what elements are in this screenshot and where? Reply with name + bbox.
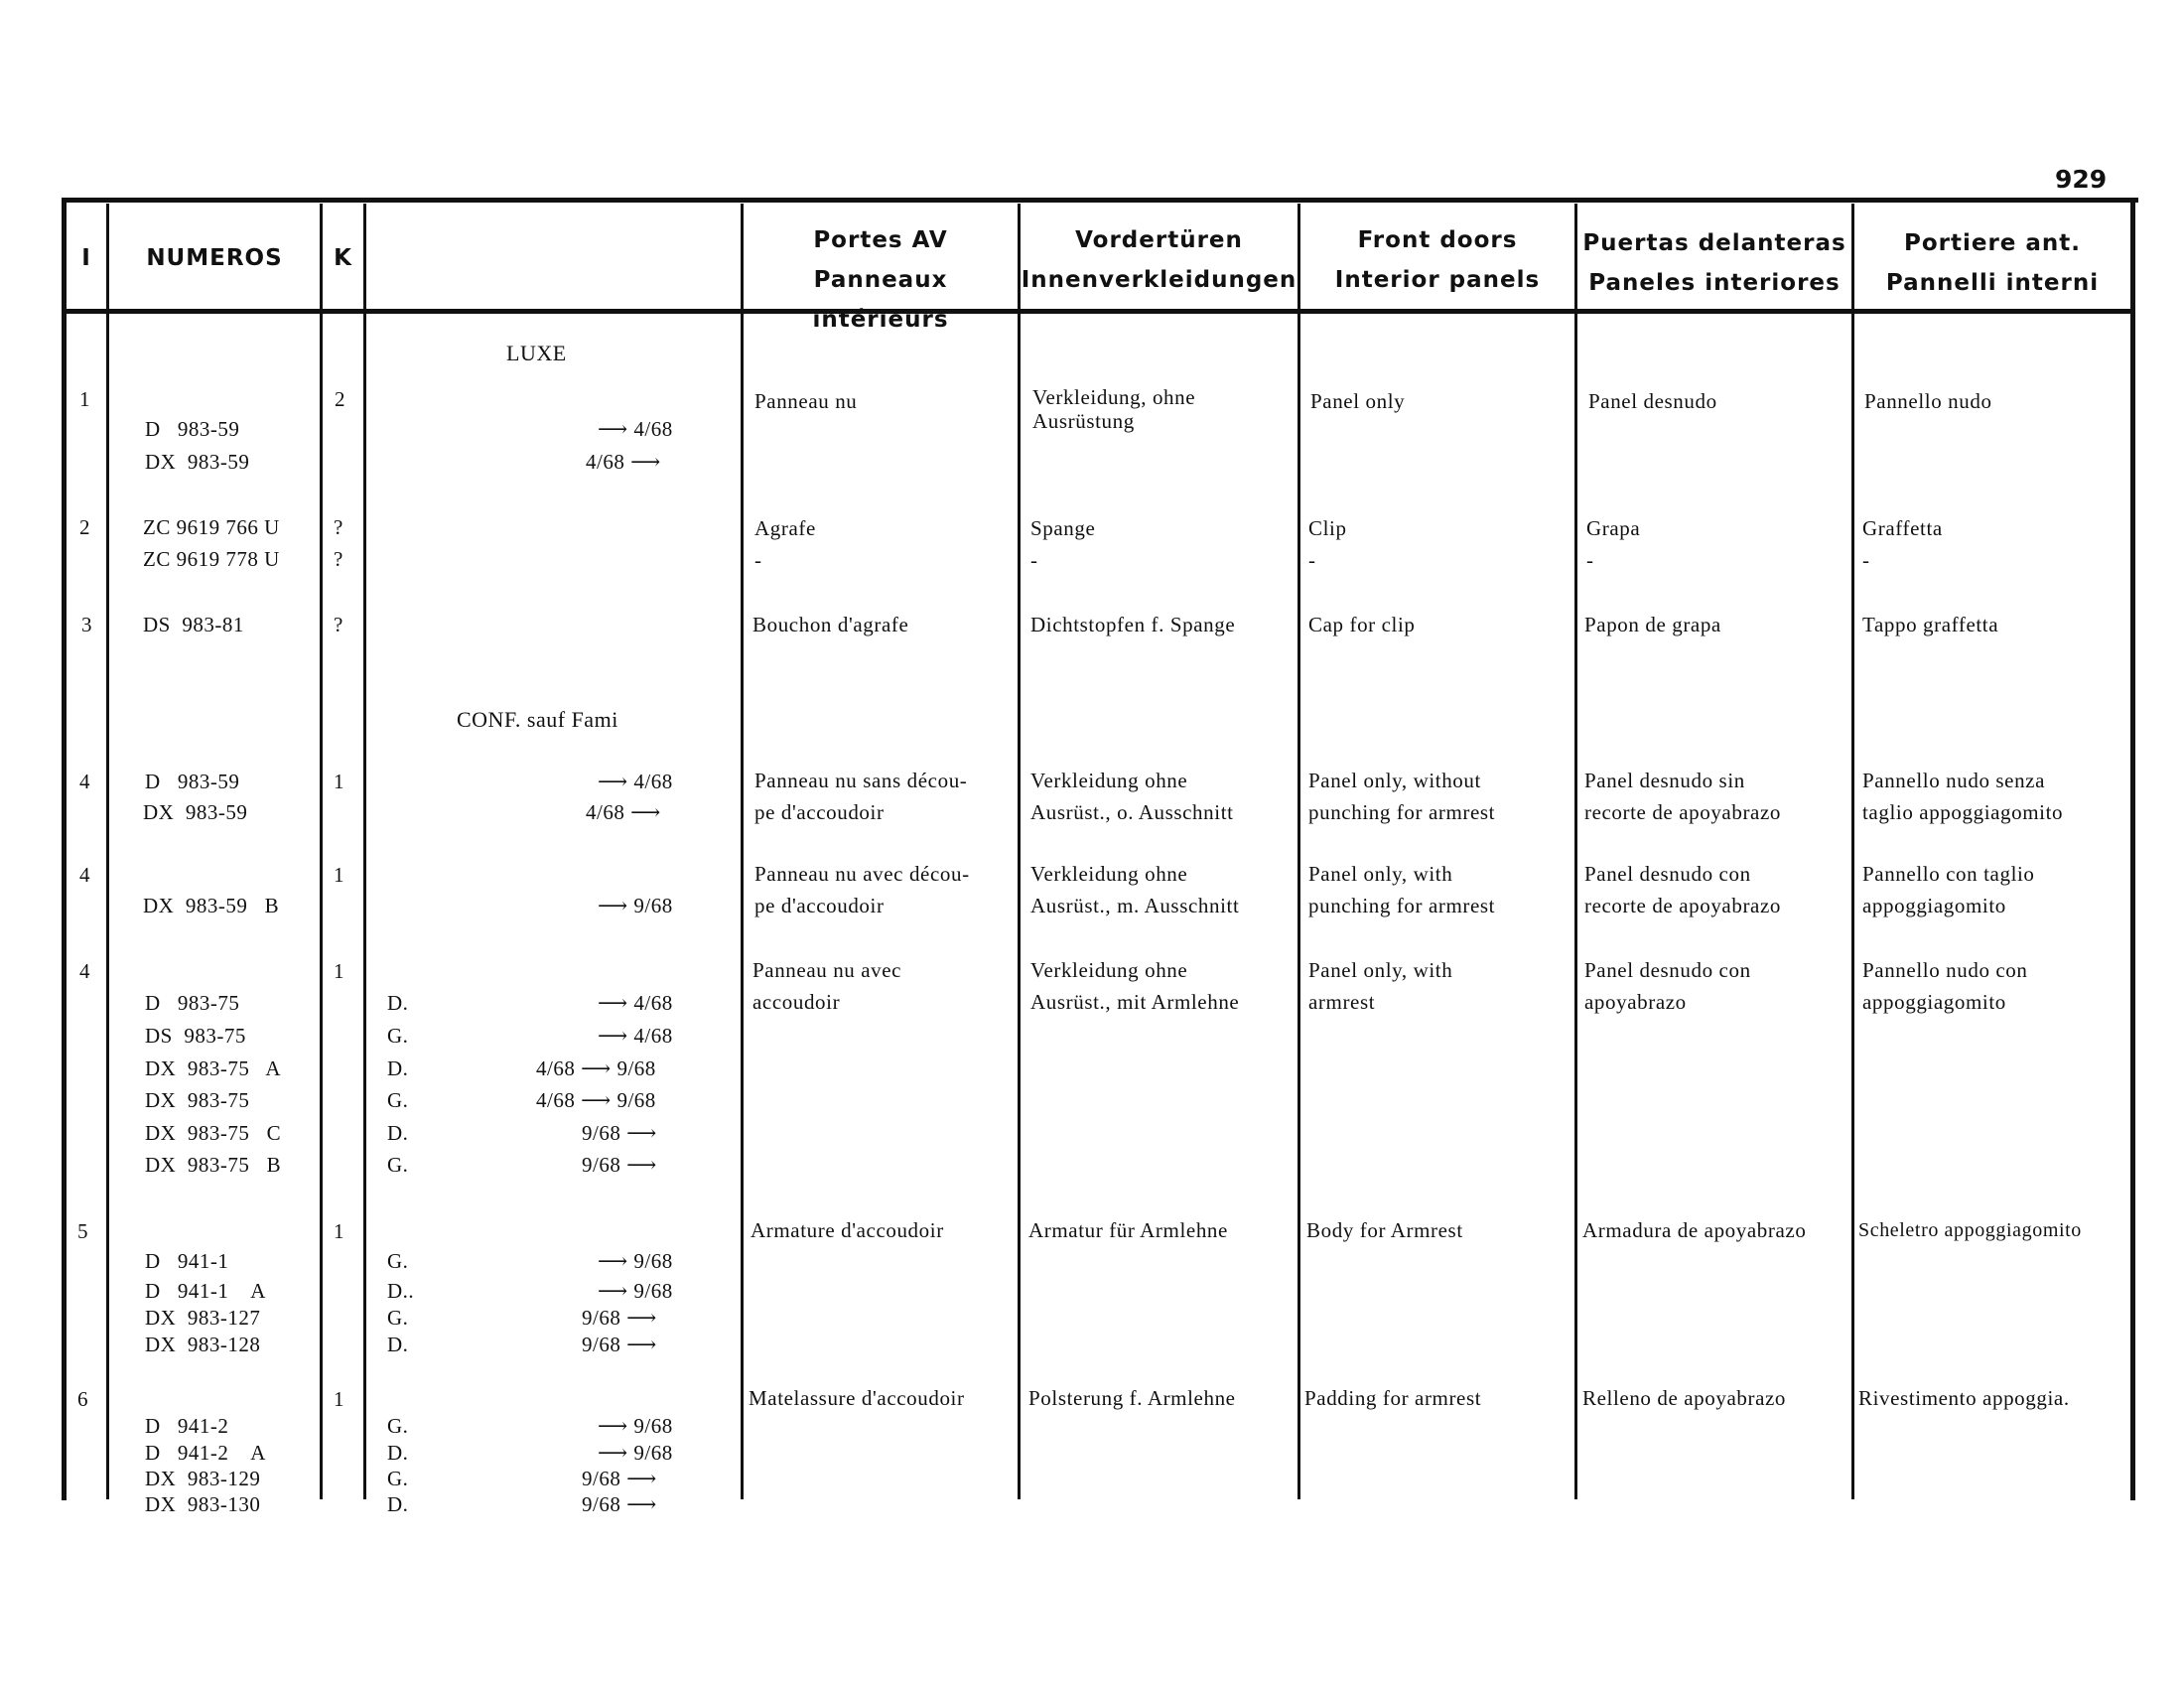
part-k: ?	[334, 547, 343, 571]
part-date: ⟶ 4/68	[598, 770, 673, 793]
desc-line: Pannello nudo con	[1862, 958, 2028, 982]
desc-line: -	[754, 548, 762, 572]
desc-line: Clip	[1308, 516, 1347, 540]
desc-line: Panneau nu	[754, 389, 858, 413]
row-index: 2	[79, 515, 90, 539]
desc-line: Grapa	[1586, 516, 1641, 540]
part-number: ZC 9619 766 U	[143, 515, 280, 539]
part-number: D 983-59	[145, 417, 240, 441]
row-index: 1	[79, 387, 90, 411]
desc-line: Panneau nu sans décou-	[754, 769, 968, 792]
desc-es	[1584, 954, 1751, 1018]
desc-es	[1582, 1214, 1806, 1246]
desc-line: Ausrüstung	[1032, 409, 1135, 433]
part-number: D 941-1	[145, 1249, 229, 1273]
part-number: DX 983-75	[145, 1088, 250, 1112]
part-date: ⟶ 9/68	[598, 1441, 673, 1465]
desc-line: appoggiagomito	[1862, 894, 2006, 917]
desc-line: Panel desnudo con	[1584, 958, 1751, 982]
row-k: ?	[334, 613, 343, 636]
header-de	[1021, 220, 1297, 300]
part-side: G.	[387, 1249, 409, 1273]
part-side: G.	[387, 1088, 409, 1112]
col-divider-k	[363, 204, 366, 1499]
header-fr	[744, 220, 1018, 340]
desc-line: Bouchon d'agrafe	[752, 613, 909, 636]
desc-de	[1030, 954, 1239, 1018]
header-it	[1854, 223, 2130, 303]
part-date: 9/68 ⟶	[582, 1492, 657, 1516]
desc-en	[1308, 765, 1495, 828]
part-date: 9/68 ⟶	[582, 1306, 657, 1330]
desc-line: appoggiagomito	[1862, 990, 2006, 1014]
col-divider-es	[1574, 204, 1577, 1499]
desc-de	[1030, 765, 1234, 828]
desc-es	[1584, 858, 1781, 921]
header-bottom-border	[66, 309, 2130, 314]
part-date: 4/68 ⟶	[586, 800, 661, 824]
part-date: 9/68 ⟶	[582, 1153, 657, 1177]
row-k: 1	[334, 770, 344, 793]
part-date: ⟶ 4/68	[598, 991, 673, 1015]
desc-es	[1584, 609, 1721, 640]
part-number: D 941-2 A	[145, 1441, 266, 1465]
part-date: ⟶ 9/68	[598, 894, 673, 917]
part-side: D.	[387, 991, 409, 1015]
desc-es	[1586, 512, 1640, 576]
header-fr-line1: Portes AV	[813, 227, 948, 253]
part-side: D.	[387, 1333, 409, 1356]
part-side: D.	[387, 1056, 409, 1080]
header-es	[1577, 223, 1851, 303]
part-side: G.	[387, 1467, 409, 1490]
row-index: 4	[79, 863, 90, 887]
table-left-border	[62, 198, 67, 1500]
part-number: DX 983-75 A	[145, 1056, 282, 1080]
desc-line: Armadura de apoyabrazo	[1582, 1218, 1807, 1242]
part-number: D 941-2	[145, 1414, 229, 1438]
desc-line: Ausrüst., m. Ausschnitt	[1030, 894, 1240, 917]
desc-line: -	[1030, 548, 1038, 572]
col-divider-i	[106, 204, 109, 1499]
desc-line: Pannello con taglio	[1862, 862, 2035, 886]
desc-en	[1308, 954, 1452, 1018]
part-number: DX 983-75 C	[145, 1121, 282, 1145]
desc-line: armrest	[1308, 990, 1376, 1014]
header-de-line1: Vordertüren	[1075, 227, 1243, 253]
part-side: D.	[387, 1441, 409, 1465]
desc-line: Verkleidung, ohne	[1032, 385, 1196, 409]
part-side: G.	[387, 1414, 409, 1438]
desc-it	[1864, 385, 1992, 417]
desc-de	[1028, 1214, 1228, 1246]
col-divider-en	[1297, 204, 1300, 1499]
header-it-line1: Portiere ant.	[1903, 230, 2082, 256]
desc-en	[1304, 1382, 1481, 1414]
row-k: 1	[334, 959, 344, 983]
section-label-conf: CONF. sauf Fami	[457, 707, 618, 732]
section-label-luxe: LUXE	[506, 341, 567, 365]
header-i: I	[81, 245, 91, 271]
desc-line: Pannello nudo	[1864, 389, 1992, 413]
desc-fr	[752, 954, 901, 1018]
desc-line: recorte de apoyabrazo	[1584, 894, 1781, 917]
part-side: D.	[387, 1121, 409, 1145]
desc-it	[1858, 1382, 2070, 1414]
desc-line: Dichtstopfen f. Spange	[1030, 613, 1236, 636]
col-divider-de	[1018, 204, 1021, 1499]
desc-line: Spange	[1030, 516, 1096, 540]
desc-es	[1584, 765, 1781, 828]
desc-line: Pannello nudo senza	[1862, 769, 2046, 792]
part-number: DX 983-130	[145, 1492, 261, 1516]
part-number: D 983-59	[145, 770, 240, 793]
header-en	[1300, 220, 1574, 300]
desc-line: Body for Armrest	[1306, 1218, 1463, 1242]
desc-line: Padding for armrest	[1304, 1386, 1482, 1410]
row-index: 4	[79, 959, 90, 983]
desc-line: Graffetta	[1862, 516, 1943, 540]
row-index: 6	[77, 1387, 88, 1411]
desc-de	[1030, 609, 1235, 640]
row-k: 1	[334, 1387, 344, 1411]
part-date: ⟶ 9/68	[598, 1279, 673, 1303]
desc-line: Panel only, with	[1308, 862, 1453, 886]
desc-line: Relleno de apoyabrazo	[1582, 1386, 1787, 1410]
desc-line: -	[1586, 548, 1594, 572]
part-number: DX 983-59 B	[143, 894, 280, 917]
header-de-line2: Innenverkleidungen	[1021, 267, 1297, 293]
desc-it	[1862, 765, 2063, 828]
part-date: 9/68 ⟶	[582, 1467, 657, 1490]
part-side: G.	[387, 1153, 409, 1177]
row-index: 4	[79, 770, 90, 793]
desc-line: pe d'accoudoir	[754, 894, 885, 917]
row-index: 5	[77, 1219, 88, 1243]
desc-line: recorte de apoyabrazo	[1584, 800, 1781, 824]
desc-line: apoyabrazo	[1584, 990, 1687, 1014]
desc-line: Panel desnudo	[1588, 389, 1717, 413]
desc-line: Verkleidung ohne	[1030, 862, 1188, 886]
desc-line: Verkleidung ohne	[1030, 958, 1188, 982]
desc-line: Panel only	[1310, 389, 1406, 413]
desc-fr	[754, 385, 857, 417]
desc-it	[1862, 512, 1943, 576]
part-date: 4/68 ⟶	[586, 450, 661, 474]
part-side: D..	[387, 1279, 415, 1303]
desc-en	[1310, 385, 1405, 417]
part-side: G.	[387, 1306, 409, 1330]
desc-line: -	[1862, 548, 1870, 572]
desc-line: Agrafe	[754, 516, 816, 540]
desc-line: punching for armrest	[1308, 894, 1496, 917]
header-it-line2: Pannelli interni	[1885, 270, 2100, 296]
header-en-line1: Front doors	[1357, 227, 1518, 253]
desc-it	[1858, 1214, 2082, 1246]
row-index: 3	[81, 613, 92, 636]
desc-it	[1862, 858, 2035, 921]
col-divider-fr	[741, 204, 744, 1499]
header-es-line2: Paneles interiores	[1588, 270, 1841, 296]
part-number: DX 983-59	[143, 800, 248, 824]
desc-line: Panel only, without	[1308, 769, 1481, 792]
desc-line: Matelassure d'accoudoir	[749, 1386, 965, 1410]
part-number: DX 983-127	[145, 1306, 261, 1330]
row-k: 2	[335, 387, 345, 411]
part-side: G.	[387, 1024, 409, 1048]
row-k: 1	[334, 863, 344, 887]
part-date: ⟶ 4/68	[598, 417, 673, 441]
header-es-line1: Puertas delanteras	[1582, 230, 1846, 256]
desc-en	[1308, 609, 1416, 640]
desc-en	[1306, 1214, 1463, 1246]
part-date: ⟶ 9/68	[598, 1249, 673, 1273]
header-en-line2: Interior panels	[1334, 267, 1541, 293]
part-number: DX 983-59	[145, 450, 250, 474]
part-number: DS 983-81	[143, 613, 244, 636]
part-number: DS 983-75	[145, 1024, 246, 1048]
part-date: 4/68 ⟶ 9/68	[536, 1056, 656, 1080]
desc-line: Panel desnudo con	[1584, 862, 1751, 886]
desc-line: Scheletro appoggiagomito	[1858, 1219, 2082, 1241]
part-number: ZC 9619 778 U	[143, 547, 280, 571]
table-top-border	[62, 198, 2138, 203]
part-date: ⟶ 4/68	[598, 1024, 673, 1048]
desc-it	[1862, 954, 2028, 1018]
desc-fr	[751, 1214, 944, 1246]
part-number: DX 983-128	[145, 1333, 261, 1356]
desc-de	[1032, 385, 1195, 433]
desc-fr	[749, 1382, 965, 1414]
desc-line: accoudoir	[752, 990, 841, 1014]
desc-it	[1862, 609, 1998, 640]
desc-en	[1308, 858, 1495, 921]
part-k: ?	[334, 515, 343, 539]
part-date: 9/68 ⟶	[582, 1121, 657, 1145]
desc-de	[1030, 512, 1095, 576]
desc-de	[1030, 858, 1239, 921]
desc-line: punching for armrest	[1308, 800, 1496, 824]
desc-line: Panel only, with	[1308, 958, 1453, 982]
desc-line: Cap for clip	[1308, 613, 1416, 636]
desc-line: Armatur für Armlehne	[1028, 1218, 1228, 1242]
desc-line: Ausrüst., mit Armlehne	[1030, 990, 1240, 1014]
desc-es	[1582, 1382, 1786, 1414]
desc-line: pe d'accoudoir	[754, 800, 885, 824]
table-right-border	[2130, 198, 2135, 1500]
part-number: DX 983-75 B	[145, 1153, 282, 1177]
header-fr-line2: Panneaux intérieurs	[812, 267, 949, 333]
desc-line: Armature d'accoudoir	[751, 1218, 944, 1242]
col-divider-numeros	[320, 204, 323, 1499]
desc-line: Papon de grapa	[1584, 613, 1721, 636]
header-k: K	[334, 245, 352, 271]
row-k: 1	[334, 1219, 344, 1243]
desc-de	[1028, 1382, 1236, 1414]
desc-fr	[754, 765, 967, 828]
desc-fr	[754, 512, 816, 576]
desc-line: Ausrüst., o. Ausschnitt	[1030, 800, 1234, 824]
part-number: D 941-1 A	[145, 1279, 266, 1303]
col-divider-it	[1851, 204, 1854, 1499]
desc-line: Panneau nu avec décou-	[754, 862, 970, 886]
desc-en	[1308, 512, 1347, 576]
part-date: 4/68 ⟶ 9/68	[536, 1088, 656, 1112]
desc-fr	[752, 609, 908, 640]
part-date: 9/68 ⟶	[582, 1333, 657, 1356]
desc-line: Verkleidung ohne	[1030, 769, 1188, 792]
page-number: 929	[2055, 165, 2108, 194]
desc-line: -	[1308, 548, 1316, 572]
part-side: D.	[387, 1492, 409, 1516]
desc-line: Polsterung f. Armlehne	[1028, 1386, 1236, 1410]
desc-fr	[754, 858, 970, 921]
part-number: DX 983-129	[145, 1467, 261, 1490]
desc-line: Panneau nu avec	[752, 958, 902, 982]
part-number: D 983-75	[145, 991, 240, 1015]
desc-line: Rivestimento appoggia.	[1858, 1386, 2070, 1410]
header-numeros: NUMEROS	[146, 245, 283, 271]
desc-es	[1588, 385, 1717, 417]
desc-line: taglio appoggiagomito	[1862, 800, 2064, 824]
desc-line: Tappo graffetta	[1862, 613, 1999, 636]
desc-line: Panel desnudo sin	[1584, 769, 1745, 792]
part-date: ⟶ 9/68	[598, 1414, 673, 1438]
